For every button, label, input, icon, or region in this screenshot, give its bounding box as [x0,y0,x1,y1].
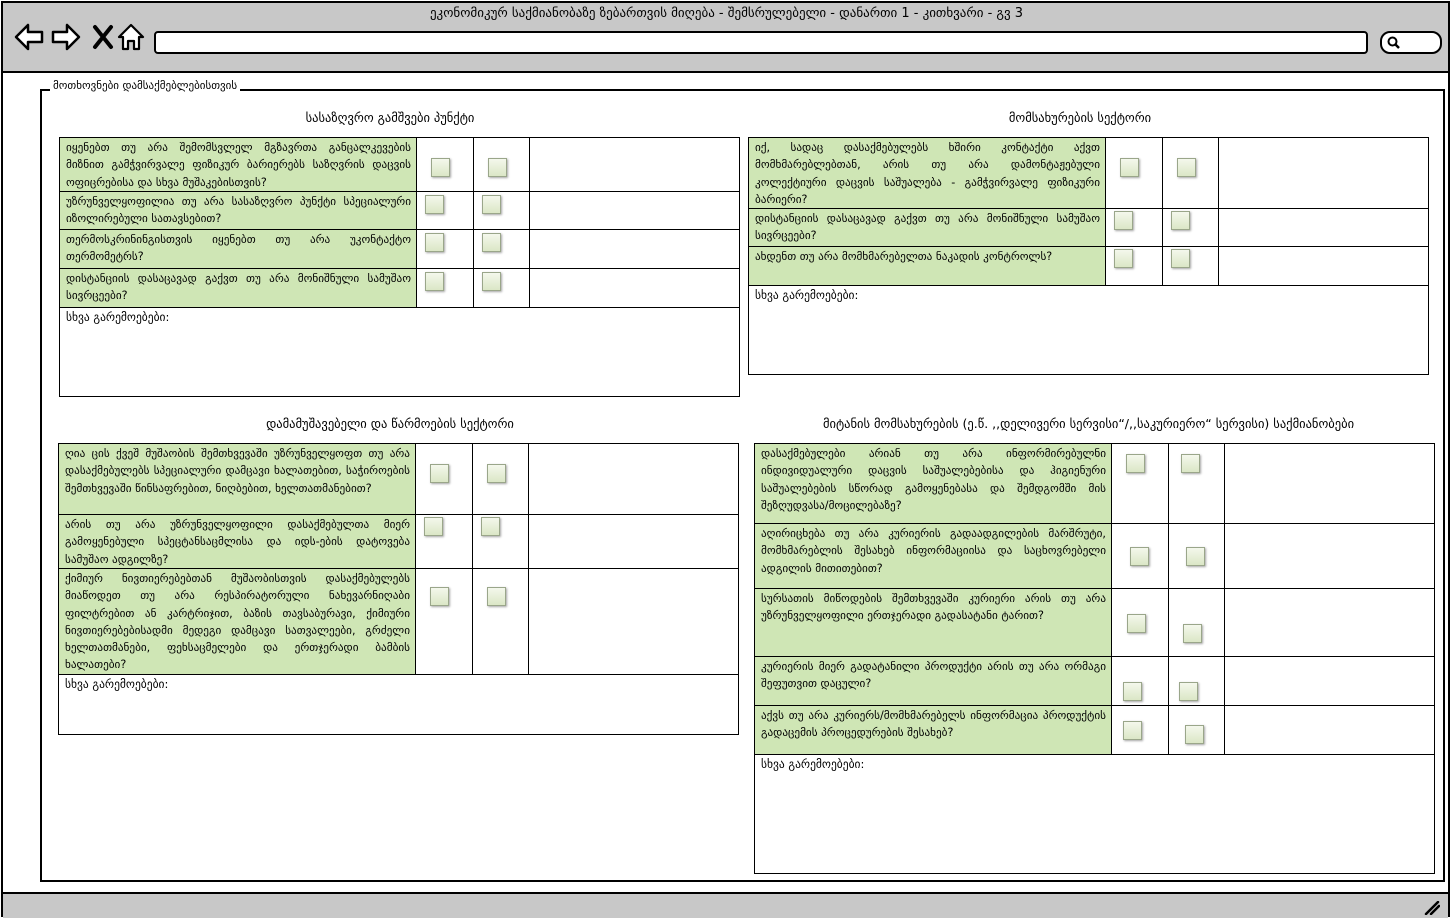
table-row [60,229,740,268]
no-checkbox[interactable] [487,464,506,483]
group-legend: მოთხოვნები დამსაქმებლებისთვის [50,79,240,92]
comment-cell[interactable] [530,191,740,229]
table-row [60,138,740,192]
no-checkbox[interactable] [481,517,500,536]
table-row [749,209,1429,247]
comment-cell[interactable] [1219,138,1429,209]
yes-checkbox[interactable] [431,158,450,177]
question-text: სურსათის მიწოდების შემთხვევაში კურიერი არის თუ არა უზრუნველყოფილი ერთჯერადი გადასატანი ტარით? [755,589,1112,657]
section-title-service: მომსახურების სექტორი [1008,110,1152,125]
question-text: იქ, სადაც დასაქმებულებს ხშირი კონტაქტი აქვთ მომხმარებლებთან, არის თუ არა დამონტაჟებული კოლექტიური დაცვის საშუალება - გამჭვირვალე ფიზიკური ბარიერი? [749,138,1106,209]
yes-checkbox[interactable] [425,233,444,252]
comment-cell[interactable] [530,138,740,192]
yes-checkbox[interactable] [1130,547,1149,566]
table-row [755,657,1435,706]
window-title: ეკონომიკურ საქმიანობაზე ზებართვის მიღება - შემსრულებელი - დანართი 1 - კითხვარი - გვ 3 [429,6,1024,21]
question-text: უზრუნველყოფილია თუ არა სასაზღვრო პუნქტი სპეციალური იზოლირებული სათავსებით? [60,191,417,229]
no-checkbox[interactable] [1179,682,1198,701]
table-row [60,307,740,396]
yes-checkbox[interactable] [430,464,449,483]
table-row [749,247,1429,286]
section-title-manufacturing: დამამუშავებელი და წარმოების სექტორი [266,416,514,431]
border-table [59,137,740,397]
yes-checkbox[interactable] [1114,249,1133,268]
comment-cell[interactable] [529,444,739,515]
status-bar [3,892,1448,918]
yes-checkbox[interactable] [425,272,444,291]
table-row [59,444,739,515]
manufacturing-table [58,443,739,735]
table-row [59,675,739,735]
question-text: დისტანციის დასაცავად გაქვთ თუ არა მონიშნული სამუშაო სივრცეები? [60,268,417,307]
comment-cell[interactable] [1219,247,1429,286]
question-text: ქიმიურ ნივთიერებებთან მუშაობისთვის დასაქმებულებს მიაწოდეთ თუ არა რესპირატორული ნახევარნიღაბი ფილტრებით ან კარტრიჯით, ბაზის თავსაბურავი, ქიმიური ნივთიერებებისადმი მედეგი დამცავი სათვალეები, გრძელი ხელთათმანები, ფეხსაცმელები და ერთჯერადი ბამბის ხალათები? [59,569,416,675]
comment-cell[interactable] [1225,657,1435,706]
section-title-delivery: მიტანის მომსახურების (ე.წ. ,,დელივერი სერვისი“/,,საკურიერო“ სერვისი) საქმიანობები [822,416,1355,431]
yes-checkbox[interactable] [424,517,443,536]
no-checkbox[interactable] [482,195,501,214]
yes-checkbox[interactable] [1123,682,1142,701]
comment-cell[interactable] [529,515,739,569]
table-row [755,444,1435,524]
question-text: იყენებთ თუ არა შემომსვლელ მგზავრთა განცალკევების მიზნით გამჭვირვალე ფიზიკურ ბარიერებს საზღვრის დაცვის ოფიცრებისა და სხვა მუშაკებისთვის? [60,138,417,192]
close-x-icon[interactable] [88,22,118,52]
comment-cell[interactable] [529,569,739,675]
search-box[interactable] [1380,31,1442,54]
comment-cell[interactable] [530,268,740,307]
forward-arrow-icon[interactable] [51,22,81,52]
table-row [749,138,1429,209]
resize-grip-icon[interactable] [1424,901,1440,915]
question-text: ახდენთ თუ არა მომხმარებელთა ნაკადის კონტროლს? [749,247,1106,286]
no-checkbox[interactable] [1181,454,1200,473]
address-bar[interactable] [154,31,1368,54]
question-text: დისტანციის დასაცავად გაქვთ თუ არა მონიშნული სამუშაო სივრცეები? [749,209,1106,247]
question-text: კურიერის მიერ გადატანილი პროდუქტი არის თუ არა ორმაგი შეფუთვით დაცული? [755,657,1112,706]
table-row [60,268,740,307]
other-circumstances[interactable]: სხვა გარემოებები: [749,286,1429,375]
other-circumstances[interactable]: სხვა გარემოებები: [755,755,1435,874]
no-checkbox[interactable] [488,158,507,177]
table-row [755,589,1435,657]
home-icon[interactable] [116,22,146,52]
table-row [60,191,740,229]
comment-cell[interactable] [1219,209,1429,247]
no-checkbox[interactable] [1171,249,1190,268]
question-text: დასაქმებულები არიან თუ არა ინფორმირებულნი ინდივიდუალური დაცვის საშუალებებისა და ჰიგიენური საშუალებების სწორად გამოყენებასა და შემდგომში მის შეზღუდვასა/მოცილებაზე? [755,444,1112,524]
question-text: არის თუ არა უზრუნველყოფილი დასაქმებულთა მიერ გამოყენებული სპეცტანსაცმლისა და იდს-ების დატოვება სამუშაო ადგილზე? [59,515,416,569]
table-row [755,706,1435,755]
yes-checkbox[interactable] [1120,158,1139,177]
yes-checkbox[interactable] [430,587,449,606]
other-circumstances[interactable]: სხვა გარემოებები: [60,307,740,396]
comment-cell[interactable] [1225,444,1435,524]
search-icon [1386,35,1402,51]
yes-checkbox[interactable] [1127,614,1146,633]
table-row [755,755,1435,874]
no-checkbox[interactable] [1171,211,1190,230]
comment-cell[interactable] [1225,706,1435,755]
question-text: თერმოსკრინინგისთვის იყენებთ თუ არა უკონტაქტო თერმომეტრს? [60,229,417,268]
question-text: აღირიცხება თუ არა კურიერის გადაადგილების მარშრუტი, მომხმარებლის შესახებ ინფორმაციისა და საცხოვრებელი ადგილის მითითებით? [755,524,1112,589]
service-table [748,137,1429,375]
table-row [59,515,739,569]
no-checkbox[interactable] [1186,547,1205,566]
yes-checkbox[interactable] [1126,454,1145,473]
other-circumstances[interactable]: სხვა გარემოებები: [59,675,739,735]
yes-checkbox[interactable] [1123,721,1142,740]
no-checkbox[interactable] [1177,158,1196,177]
question-text: ღია ცის ქვეშ მუშაობის შემთხვევაში უზრუნველყოფთ თუ არა დასაქმებულებს სპეციალური დამცავი ხალათებით, საჭიროების შემთხვევაში წინსაფრებით, ნიღბებით, ხელთათმანებით? [59,444,416,515]
no-checkbox[interactable] [487,587,506,606]
comment-cell[interactable] [1225,524,1435,589]
comment-cell[interactable] [530,229,740,268]
delivery-table [754,443,1435,874]
no-checkbox[interactable] [482,233,501,252]
table-row [749,286,1429,375]
back-arrow-icon[interactable] [14,22,44,52]
table-row [755,524,1435,589]
comment-cell[interactable] [1225,589,1435,657]
no-checkbox[interactable] [1183,624,1202,643]
yes-checkbox[interactable] [425,195,444,214]
yes-checkbox[interactable] [1114,211,1133,230]
section-title-border: სასაზღვრო გამშვები პუნქტი [305,110,475,125]
table-row [59,569,739,675]
no-checkbox[interactable] [1185,725,1204,744]
question-text: აქვს თუ არა კურიერს/მომხმარებელს ინფორმაცია პროდუქტის გადაცემის პროცედურების შესახებ? [755,706,1112,755]
no-checkbox[interactable] [482,272,501,291]
